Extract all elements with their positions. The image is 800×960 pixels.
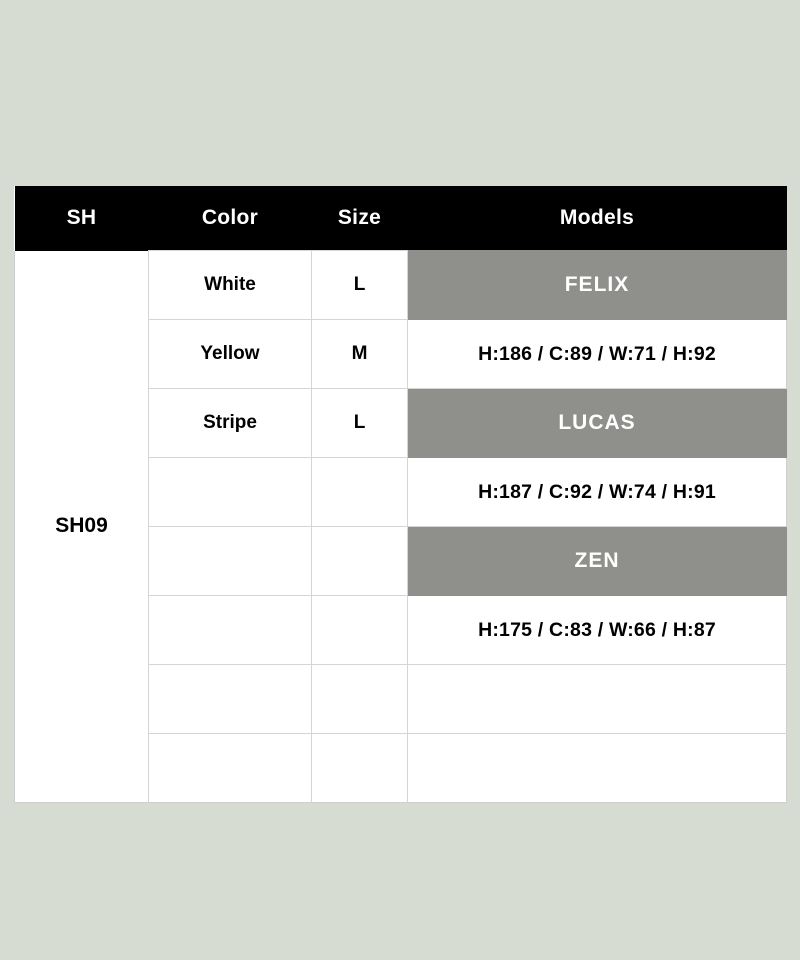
- column-header-models: Models: [408, 186, 787, 251]
- size-cell: [312, 596, 408, 665]
- table-body: [15, 251, 787, 803]
- model-cell: FELIX: [408, 251, 787, 320]
- model-cell: H:186 / C:89 / W:71 / H:92: [408, 320, 787, 389]
- size-cell: [312, 458, 408, 527]
- column-header-color: Color: [149, 186, 312, 251]
- color-cell: White: [149, 251, 312, 320]
- table-row: [15, 251, 787, 320]
- color-cell: Yellow: [149, 320, 312, 389]
- table-header: [15, 186, 787, 251]
- size-cell: L: [312, 389, 408, 458]
- size-cell: [312, 527, 408, 596]
- color-cell: Stripe: [149, 389, 312, 458]
- sh-code-cell: SH09: [15, 251, 149, 803]
- size-cell: M: [312, 320, 408, 389]
- column-header-sh: SH: [15, 186, 149, 251]
- color-cell: [149, 458, 312, 527]
- model-cell: ZEN: [408, 527, 787, 596]
- size-cell: L: [312, 251, 408, 320]
- model-cell: H:175 / C:83 / W:66 / H:87: [408, 596, 787, 665]
- color-cell: [149, 665, 312, 734]
- column-header-size: Size: [312, 186, 408, 251]
- size-cell: [312, 734, 408, 803]
- spec-table: [14, 186, 787, 803]
- table-header-row: [15, 186, 787, 251]
- model-cell: LUCAS: [408, 389, 787, 458]
- color-cell: [149, 734, 312, 803]
- color-cell: [149, 596, 312, 665]
- color-cell: [149, 527, 312, 596]
- spec-table-container: [14, 186, 786, 803]
- model-cell: [408, 665, 787, 734]
- size-cell: [312, 665, 408, 734]
- model-cell: H:187 / C:92 / W:74 / H:91: [408, 458, 787, 527]
- model-cell: [408, 734, 787, 803]
